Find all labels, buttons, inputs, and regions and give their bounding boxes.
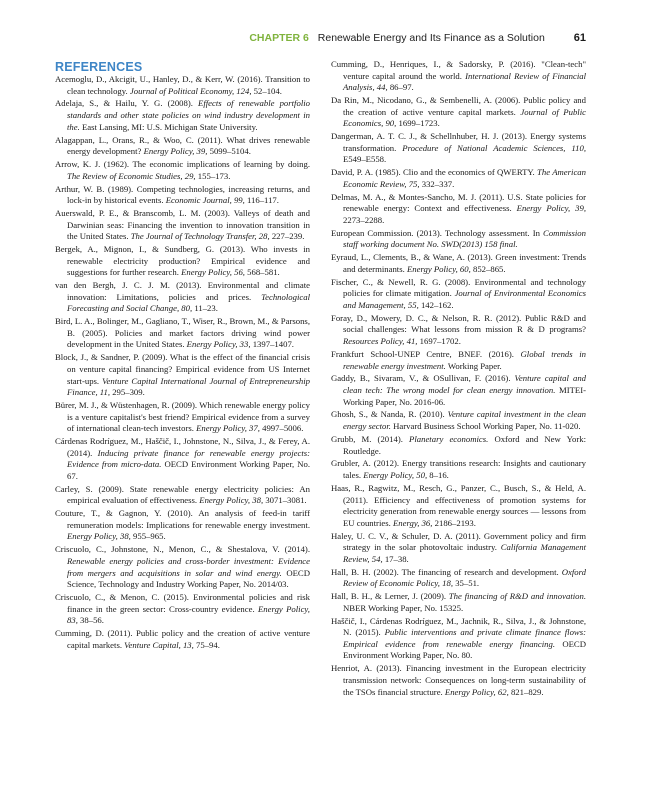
reference-venue: Energy Policy, 39, <box>143 146 208 157</box>
reference-tail: 2186–2193. <box>432 517 476 528</box>
reference-text: Ghosh, S., & Nanda, R. (2010). <box>331 409 448 420</box>
reference-tail: 821–829. <box>508 686 544 697</box>
reference-entry <box>55 280 310 315</box>
reference-entry <box>331 434 586 457</box>
references-column-right <box>331 59 586 699</box>
reference-tail: 4997–5006. <box>259 423 304 434</box>
reference-entry <box>331 458 586 481</box>
reference-tail: 35–51. <box>453 578 480 589</box>
reference-venue: Energy Policy, 37, <box>196 423 260 434</box>
reference-venue: Energy Policy, 60, <box>406 263 471 274</box>
reference-entry <box>331 313 586 348</box>
reference-text: Alagappan, L., Orans, R., & Woo, C. (2011). What drives renewable energy development? <box>55 134 310 157</box>
reference-venue: Energy Policy, 56, <box>181 267 245 278</box>
reference-text: Cárdenas Rodríguez, M., Haščič, I., Johnstone, N., Silva, J., & Ferey, A. (2014). <box>55 436 310 458</box>
reference-text: Da Rin, M., Nicodano, G., & Sembenelli, A. (2006). Public policy and the creation of active venture capital markets. <box>331 95 586 117</box>
reference-text: Auerswald, P. E., & Branscomb, L. M. (2003). Valleys of death and Darwinian seas: Financing the invention to innovation transition in the United States. <box>55 208 310 242</box>
reference-venue: Public interventions and private climate finance flows: Empirical evidence from renewable energy financing. <box>343 627 587 649</box>
reference-tail: 86–97. <box>387 82 414 93</box>
reference-text: Acemoglu, D., Akcigit, U., Hanley, D., & Kerr, W. (2016). Transition to clean technology. <box>55 74 310 96</box>
reference-tail: Working Paper. <box>445 360 502 371</box>
reference-text: Cumming, D. (2011). Public policy and the creation of active venture capital markets. <box>55 628 310 650</box>
reference-entry <box>331 252 586 275</box>
reference-venue: Commission staff working document No. SWD(2013) 158 final. <box>343 227 586 250</box>
reference-entry <box>331 59 586 94</box>
reference-venue: Energy Policy, 39, <box>516 203 586 214</box>
reference-venue: The financing of R&D and innovation. <box>448 591 587 602</box>
reference-entry <box>331 131 586 166</box>
reference-entry <box>55 184 310 207</box>
reference-entry <box>55 628 310 651</box>
reference-tail: 75–94. <box>193 639 220 650</box>
reference-tail: 1397–1407. <box>250 339 294 350</box>
reference-tail: 227–239. <box>269 231 305 242</box>
reference-tail: 52–104. <box>251 85 282 96</box>
reference-entry <box>55 159 310 182</box>
reference-venue: Energy, 36, <box>392 517 433 528</box>
reference-tail: 142–162. <box>418 299 454 310</box>
reference-tail: NBER Working Paper, No. 15325. <box>343 602 464 613</box>
reference-venue: Global trends in renewable energy investment. <box>343 348 586 371</box>
reference-entry <box>331 591 586 614</box>
reference-tail: 3071–3081. <box>263 495 307 506</box>
reference-tail: 5099–5104. <box>207 146 251 157</box>
reference-text: Delmas, M. A., & Montes-Sancho, M. J. (2011). U.S. State policies for renewable energy: Context and effectiveness. <box>331 191 586 214</box>
reference-text: Adelaja, S., & Hailu, Y. G. (2008). <box>55 98 199 109</box>
reference-tail: 955–965. <box>130 531 166 542</box>
reference-tail: 852–865. <box>470 263 506 274</box>
reference-text: Carley, S. (2009). State renewable energy electricity policies: An empirical evaluation of effectiveness. <box>55 483 310 506</box>
reference-entry <box>331 409 586 432</box>
reference-text: Block, J., & Sandner, P. (2009). What is the effect of the financial crisis on venture capital financing? Empirical evidence from US Internet start-ups. <box>55 352 310 386</box>
reference-text: Grubler, A. (2012). Energy transitions research: Insights and cautionary tales. <box>331 458 586 481</box>
reference-entry <box>55 316 310 351</box>
reference-venue: Inducing private finance for renewable energy projects: Evidence from micro-data. <box>67 447 311 470</box>
reference-tail: E549–E558. <box>343 154 387 165</box>
reference-entry <box>55 74 310 97</box>
reference-text: David, P. A. (1985). Clio and the economics of QWERTY. <box>331 167 538 178</box>
reference-venue: Energy Policy, 38, <box>67 531 131 542</box>
reference-venue: Energy Policy, 83, <box>67 603 310 626</box>
reference-tail: 155–173. <box>195 170 231 181</box>
reference-text: Haščič, I., Cárdenas Rodríguez, M., Jachnik, R., Silva, J., & Johnstone, N. (2015). <box>331 615 586 638</box>
reference-tail: 1697–1702. <box>417 336 461 347</box>
reference-entry <box>331 277 586 312</box>
reference-venue: Resources Policy, 41, <box>343 336 418 347</box>
reference-entry <box>55 135 310 158</box>
running-header <box>249 32 586 44</box>
reference-tail: OECD Science, Technology and Industry Working Paper, No. 2014/03. <box>67 567 310 590</box>
reference-venue: Venture capital and clean tech: The wrong model for clean energy innovation. <box>343 373 587 395</box>
reference-entry <box>55 400 310 435</box>
reference-tail: East Lansing, MI: U.S. Michigan State University. <box>79 121 258 132</box>
reference-venue: Economic Journal, 99, <box>165 195 245 206</box>
reference-tail: 38–56. <box>77 615 104 626</box>
reference-text: Criscuolo, C., & Menon, C. (2015). Environmental policies and risk finance in the green sector: Cross-country evidence. <box>55 591 310 614</box>
reference-venue: Oxford Review of Economic Policy, 18, <box>343 566 586 589</box>
reference-text: Arthur, W. B. (1989). Competing technologies, increasing returns, and lock-in by historical events. <box>55 183 310 206</box>
reference-entry <box>331 616 586 662</box>
reference-venue: Venture capital investment in the clean energy sector. <box>343 409 587 432</box>
reference-entry <box>55 544 310 590</box>
reference-entry <box>55 98 310 133</box>
reference-tail: OECD Environment Working Paper, No. 80. <box>343 638 586 661</box>
reference-entry <box>331 483 586 529</box>
reference-tail: 11–23. <box>192 303 218 314</box>
reference-venue: Journal of Political Economy, 124, <box>129 85 252 96</box>
reference-tail: 17–38. <box>382 553 409 564</box>
reference-venue: Energy Policy, 62, <box>444 686 509 697</box>
reference-text: Bürer, M. J., & Wüstenhagen, R. (2009). Which renewable energy policy is a venture capitalist's best friend? Empirical evidence from a survey of international clean-tech investors. <box>55 400 310 434</box>
references-heading: REFERENCES <box>55 60 143 74</box>
reference-text: Foray, D., Mowery, D. C., & Nelson, R. R. (2012). Public R&D and social challenges: What lessons from mission R & D programs? <box>331 312 586 335</box>
reference-entry <box>55 484 310 507</box>
reference-text: Haas, R., Ragwitz, M., Resch, G., Panzer, C., Busch, S., & Held, A. (2011). Efficiency and effectiveness of promotion systems for electricity generation from renewable energy sources — lessons from EU countries. <box>331 482 586 528</box>
references-column-left <box>55 74 310 653</box>
reference-text: Dangerman, A. T. C. J., & Schellnhuber, H. J. (2013). Energy systems transformation. <box>331 131 586 153</box>
reference-tail: Harvard Business School Working Paper, No. 11-020. <box>390 421 581 432</box>
reference-text: European Commission. (2013). Technology assessment. In <box>331 227 544 238</box>
reference-venue: Technological Forecasting and Social Change, 80, <box>67 291 310 314</box>
reference-text: Gaddy, B., Sivaram, V., & OSullivan, F. (2016). <box>331 373 515 384</box>
reference-text: Arrow, K. J. (1962). The economic implications of learning by doing. <box>55 159 310 170</box>
reference-tail: 8–16. <box>427 470 449 481</box>
reference-text: Frankfurt School-UNEP Centre, BNEF. (2016). <box>331 348 521 359</box>
reference-text: Grubb, M. (2014). <box>331 433 410 444</box>
reference-venue: Procedure of National Academic Sciences, 110, <box>402 142 586 153</box>
chapter-label: CHAPTER 6 <box>249 32 309 44</box>
reference-entry <box>331 192 586 227</box>
reference-entry <box>55 508 310 543</box>
reference-text: van den Bergh, J. C. J. M. (2013). Environmental and climate innovation: Limitations, policies and prices. <box>55 280 310 302</box>
reference-tail: 1699–1723. <box>396 118 440 129</box>
reference-venue: Venture Capital International Journal of Entrepreneurship Finance, 11, <box>67 375 310 398</box>
reference-text: Haley, U. C. V., & Schuler, D. A. (2011). Government policy and firm strategy in the solar photovoltaic industry. <box>331 530 586 553</box>
reference-venue: Effects of renewable portfolio standards and other state policies on wind industry development in the. <box>67 98 310 132</box>
reference-entry <box>55 208 310 243</box>
page-number: 61 <box>573 32 586 44</box>
reference-entry <box>331 228 586 251</box>
reference-tail: 332–337. <box>419 178 455 189</box>
reference-venue: The Review of Economic Studies, 29, <box>67 170 196 181</box>
reference-text: Criscuolo, C., Johnstone, N., Menon, C., & Shestalova, V. (2014). <box>55 544 310 555</box>
reference-entry <box>55 592 310 627</box>
reference-entry <box>331 663 586 698</box>
reference-venue: Journal of Environmental Economics and Management, 55, <box>343 288 586 310</box>
reference-tail: Oxford and New York: Routledge. <box>343 433 586 456</box>
reference-entry <box>331 567 586 590</box>
reference-venue: Energy Policy, 38, <box>199 495 264 506</box>
reference-tail: 2273–2288. <box>343 214 385 225</box>
reference-text: Eyraud, L., Clements, B., & Wane, A. (2013). Green investment: Trends and determinants. <box>331 252 586 274</box>
reference-venue: Renewable energy policies and cross-border investment: Evidence from mergers and acquisitions in solar and wind energy. <box>67 555 310 578</box>
reference-entry <box>331 531 586 566</box>
reference-venue: Energy Policy, 50, <box>363 470 428 481</box>
reference-text: Fischer, C., & Newell, R. G. (2008). Environmental and technology policies for climate mitigation. <box>331 276 586 299</box>
reference-entry <box>55 436 310 482</box>
reference-entry <box>331 373 586 408</box>
reference-text: Cumming, D., Henriques, I., & Sadorsky, P. (2016). "Clean-tech" venture capital around the world. <box>331 59 586 81</box>
reference-venue: California Management Review, 54, <box>343 542 586 564</box>
reference-text: Couture, T., & Gagnon, Y. (2010). An analysis of feed-in tariff remuneration models: Implications for renewable energy investment. <box>55 508 310 530</box>
reference-entry <box>55 244 310 279</box>
reference-tail: 116–117. <box>244 195 279 206</box>
reference-tail: 295–309. <box>110 387 145 398</box>
reference-text: Hall, B. H., & Lerner, J. (2009). <box>331 591 449 602</box>
reference-tail: 568–581. <box>244 267 280 278</box>
reference-text: Henriot, A. (2013). Financing investment in the European electricity transmission network: Consequences on long-term sustainability of the TSOs financial structure. <box>331 663 586 697</box>
reference-venue: Energy Policy, 33, <box>186 339 251 350</box>
reference-tail: MITEI-Working Paper, No. 2016-06. <box>343 385 586 407</box>
reference-text: Hall, B. H. (2002). The financing of research and development. <box>331 566 562 577</box>
reference-tail: OECD Environment Working Paper, No. 67. <box>67 459 310 481</box>
reference-venue: Journal of Public Economics, 90, <box>343 106 586 129</box>
reference-venue: The American Economic Review, 75, <box>343 167 586 189</box>
chapter-title: Renewable Energy and Its Finance as a Solution <box>317 32 545 44</box>
reference-entry <box>331 95 586 130</box>
reference-entry <box>331 349 586 372</box>
reference-entry <box>55 352 310 398</box>
reference-venue: Planetary economics. <box>409 433 489 444</box>
reference-entry <box>331 167 586 190</box>
reference-text: Bergek, A., Mignon, I., & Sundberg, G. (2013). Who invests in renewable electricity production? Empirical evidence and suggestions for further research. <box>55 244 310 278</box>
reference-venue: International Review of Financial Analysis, 44, <box>343 70 586 93</box>
reference-venue: The Journal of Technology Transfer, 28, <box>130 231 270 242</box>
reference-text: Bird, L. A., Bolinger, M., Gagliano, T., Wiser, R., Brown, M., & Parsons, B. (2005). Policies and market factors driving wind power development in the United States. <box>55 316 310 350</box>
reference-venue: Venture Capital, 13, <box>124 639 194 650</box>
